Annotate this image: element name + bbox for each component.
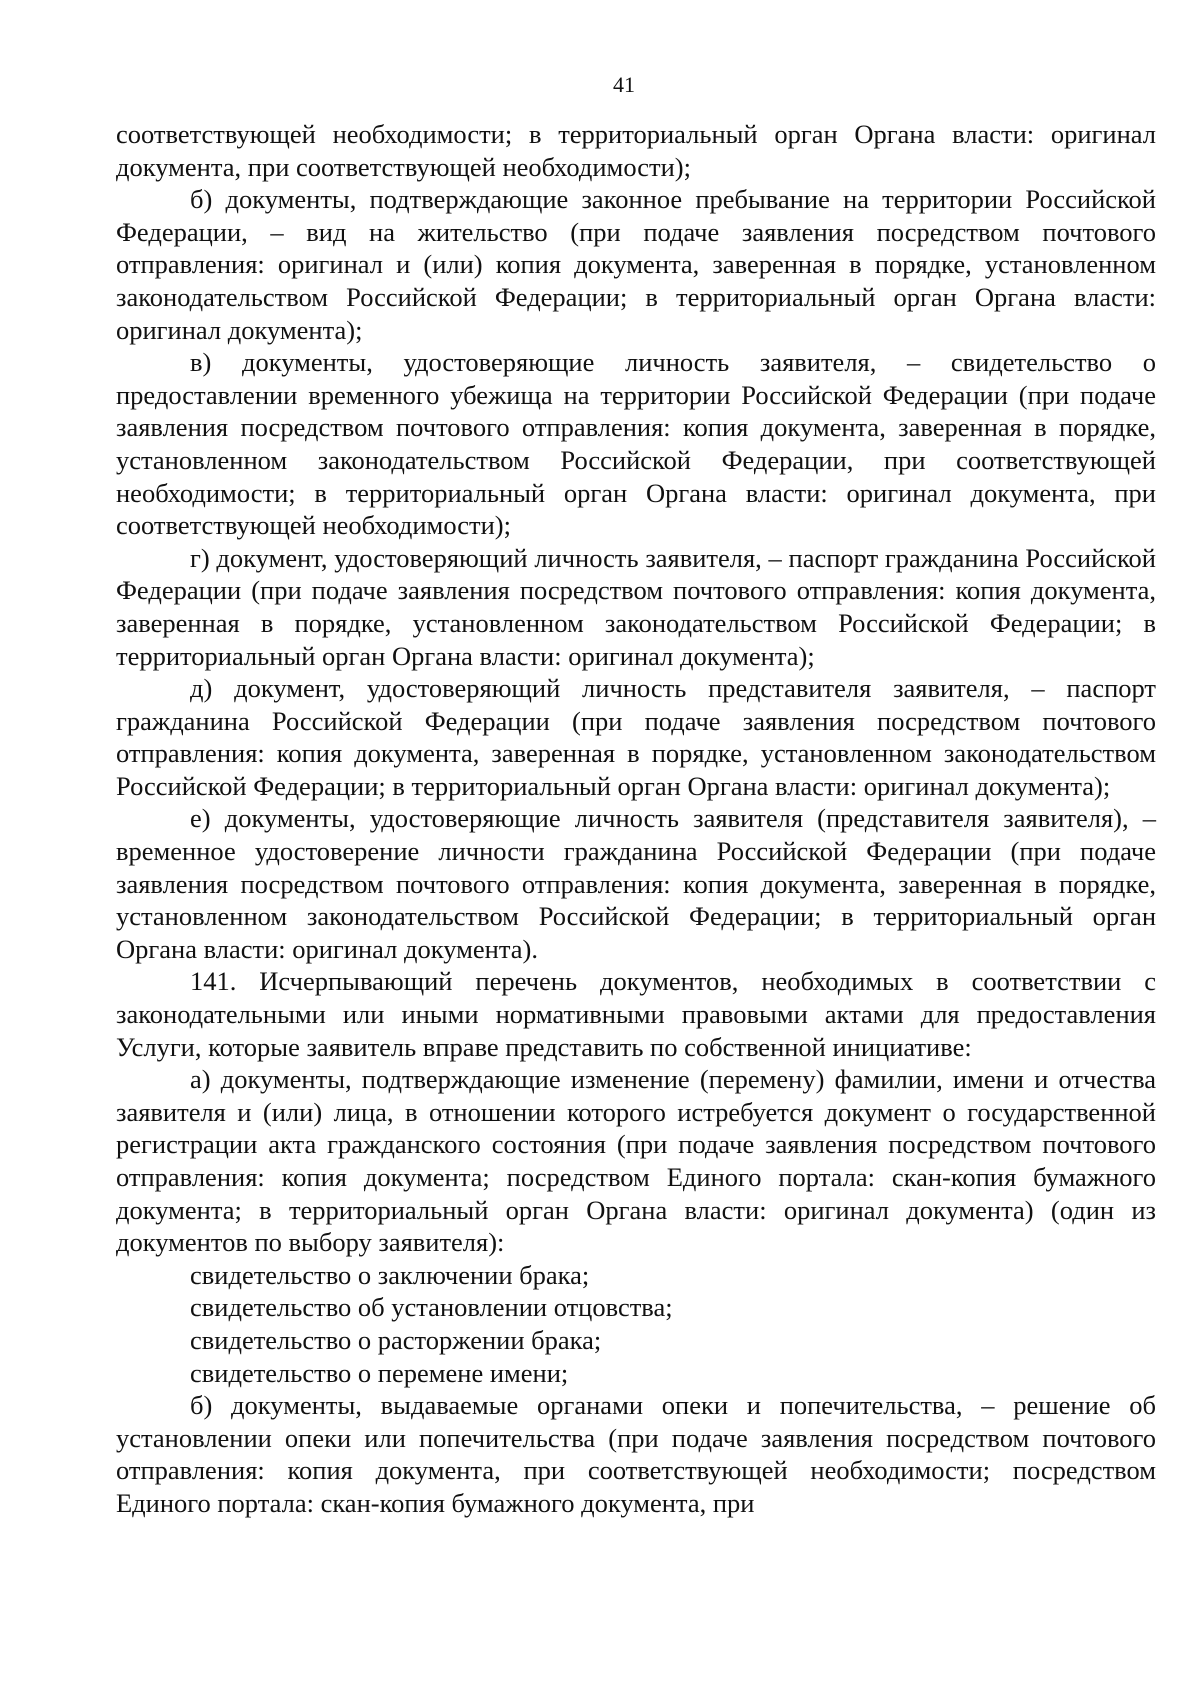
paragraph-item-d-representative-passport: д) документ, удостоверяющий личность представителя заявителя, – паспорт гражданина Российской Федерации (при подаче заявления посредством почтового отправления: копия документа, заверенная в порядке, установленном законодательством Российской Федерации; в территориальный орган Органа власти: оригинал документа); bbox=[116, 673, 1156, 801]
document-body bbox=[116, 118, 1156, 1520]
paragraph-item-v-temporary-asylum: в) документы, удостоверяющие личность заявителя, – свидетельство о предоставлении временного убежища на территории Российской Федерации (при подаче заявления посредством почтового отправления: копия документа, заверенная в порядке, установленном законодательством Российской Федерации, при соответствующей необходимости; в территориальный орган Органа власти: оригинал документа, при соответствующей необходимости); bbox=[116, 347, 1156, 541]
paragraph-item-a-name-change: а) документы, подтверждающие изменение (перемену) фамилии, имени и отчества заявителя и (или) лица, в отношении которого истребуется документ о государственной регистрации акта гражданского состояния (при подаче заявления посредством почтового отправления: копия документа; посредством Единого портала: скан-копия бумажного документа; в территориальный орган Органа власти: оригинал документа) (один из документов по выбору заявителя): bbox=[116, 1064, 1156, 1258]
paragraph-item-e-temporary-id: е) документы, удостоверяющие личность заявителя (представителя заявителя), – временное удостоверение личности гражданина Российской Федерации (при подаче заявления посредством почтового отправления: копия документа, заверенная в порядке, установленном законодательством Российской Федерации; в территориальный орган Органа власти: оригинал документа). bbox=[116, 803, 1156, 964]
list-item-name-change-certificate: свидетельство о перемене имени; bbox=[190, 1357, 569, 1388]
paragraph-item-b-residence-permit: б) документы, подтверждающие законное пребывание на территории Российской Федерации, – вид на жительство (при подаче заявления посредством почтового отправления: оригинал и (или) копия документа, заверенная в порядке, установленном законодательством Российской Федерации; в территориальный орган Органа власти: оригинал документа); bbox=[116, 184, 1156, 345]
list-item-divorce-certificate: свидетельство о расторжении брака; bbox=[190, 1324, 602, 1355]
paragraph-item-b-guardianship: б) документы, выдаваемые органами опеки и попечительства, – решение об установлении опеки или попечительства (при подаче заявления посредством почтового отправления: копия документа, при соответствующей необходимости; посредством Единого портала: скан-копия бумажного документа, при bbox=[116, 1390, 1156, 1518]
list-item-paternity-certificate: свидетельство об установлении отцовства; bbox=[190, 1292, 673, 1323]
paragraph-item-g-passport: г) документ, удостоверяющий личность заявителя, – паспорт гражданина Российской Федерации (при подаче заявления посредством почтового отправления: копия документа, заверенная в порядке, установленном законодательством Российской Федерации; в территориальный орган Органа власти: оригинал документа); bbox=[116, 542, 1156, 671]
page-number: 41 bbox=[613, 72, 635, 97]
list-item-marriage-certificate: свидетельство о заключении брака; bbox=[190, 1259, 590, 1290]
paragraph-continuation: соответствующей необходимости; в территориальный орган Органа власти: оригинал документа, при соответствующей необходимости); bbox=[116, 119, 1156, 182]
paragraph-clause-141: 141. Исчерпывающий перечень документов, необходимых в соответствии с законодательными или иными нормативными правовыми актами для предоставления Услуги, которые заявитель вправе представить по собственной инициативе: bbox=[116, 966, 1156, 1062]
